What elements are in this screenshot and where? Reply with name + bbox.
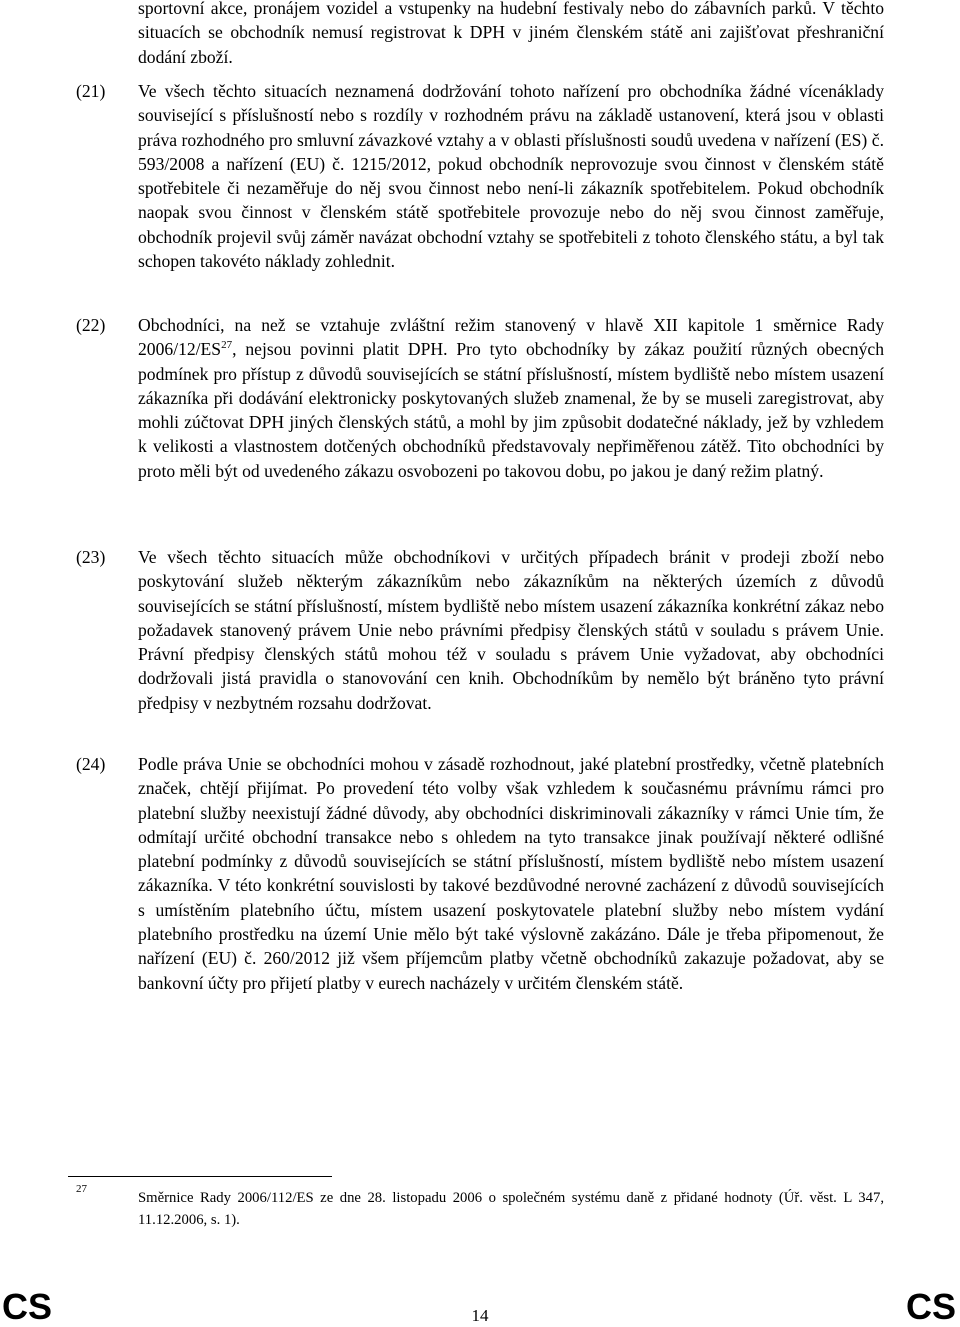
recital-number: (22) <box>76 315 106 335</box>
recital-text: Ve všech těchto situacích neznamená dodržování tohoto nařízení pro obchodníka žádné vícenáklady související s příslušností nebo s rozdíly v rozhodném právu na základě ustanovení, která jsou v oblasti práva rozhodného pro smluvní závazkové vztahy a v oblasti příslušnosti soudů uvedena v nařízení (ES) č. 593/2008 a nařízení (EU) č. 1215/2012, pokud obchodník neprovozuje svou činnost v členském státě spotřebitele či nezaměřuje do něj svou činnost nebo není-li zákazník spotřebitelem. Pokud obchodník naopak svou činnost v členském státě spotřebitele provozuje nebo do něj svou činnost zaměřuje, obchodník projevil svůj záměr navázat obchodní vztahy se spotřebiteli z tohoto členského státu, a byl tak schopen takovéto náklady zohlednit. <box>138 81 884 272</box>
recital-text-part: Obchodníci, na než se vztahuje zvláštní režim stanovený v hlavě XII kapitole 1 směrnice Rady 2006/12/ES <box>138 315 884 360</box>
recital-21 <box>76 79 884 273</box>
footnote-reference[interactable]: 27 <box>221 339 233 352</box>
continued-paragraph-text: sportovní akce, pronájem vozidel a vstupenky na hudební festivaly nebo do zábavních parků. V těchto situacích se obchodník nemusí registrovat k DPH v jiném členském státě ani zajišťovat přeshraniční dodání zboží. <box>138 0 884 67</box>
recital-22 <box>76 313 884 483</box>
recital-24 <box>76 752 884 995</box>
recital-text <box>138 313 884 483</box>
recital-23 <box>76 545 884 715</box>
language-code-left: CS <box>2 1286 53 1327</box>
recital-text-part: , nejsou povinni platit DPH. Pro tyto obchodníky by zákaz použití různých obecných podmínek pro přístup z důvodů souvisejících se státní příslušností, místem bydliště nebo místem usazení zákazníka při dodávání elektronicky poskytovaných služeb znamenal, že by se museli zaregistrovat, aby mohli zúčtovat DPH jiných členských států, a mohl by jim způsobit dodatečné náklady, jež by vzhledem k velikosti a vlastnostem dotčených obchodníků představovaly nepřiměřenou zátěž. Tito obchodníci by proto měli být od uvedeného zákazu osvobozeni po takovou dobu, po jakou je daný režim platný. <box>138 339 884 481</box>
footnote-text: Směrnice Rady 2006/112/ES ze dne 28. listopadu 2006 o společném systému daně z přidané hodnoty (Úř. věst. L 347, 11.12.2006, s. 1). <box>138 1190 884 1228</box>
recital-number: (24) <box>76 754 106 774</box>
recital-text: Podle práva Unie se obchodníci mohou v zásadě rozhodnout, jaké platební prostředky, včetně platebních značek, chtějí přijímat. Po provedení této volby však vzhledem k současnému právnímu rámci pro platební služby neexistují žádné důvody, aby obchodníci diskriminovali zákazníky v rámci Unie tím, že odmítají určité obchodní transakce nebo s ohledem na tyto transakce jinak používají některé odlišné platební podmínky z důvodů souvisejících se státní příslušností, místem bydliště nebo místem usazení zákazníka. V této konkrétní souvislosti by takové bezdůvodné nerovné zacházení z důvodů souvisejících s umístěním platebního účtu, místem usazení poskytovatele platební služby nebo místem vydání platebního prostředku na území Unie mělo být také výslovně zakázáno. Dále je třeba připomenout, že nařízení (EU) č. 260/2012 již všem příjemcům platby včetně obchodníků zakazuje požadovat, aby se bankovní účty pro přijetí platby v eurech nacházely v určitém členském státě. <box>138 754 884 993</box>
page-number: 14 <box>471 1306 489 1325</box>
recital-number: (21) <box>76 81 106 101</box>
footnote-number: 27 <box>76 1183 87 1195</box>
recital-text: Ve všech těchto situacích může obchodníkovi v určitých případech bránit v prodeji zboží nebo poskytování služeb některým zákazníkům nebo zákazníkům na některých územích z důvodů souvisejících se státní příslušností, místem bydliště nebo místem usazení zákazníka konkrétní zákaz nebo požadavek stanovený právem Unie nebo právními předpisy členských států v souladu s právem Unie. Právní předpisy členských států mohou též v souladu s právem Unie vyžadovat, aby obchodníci dodržovali jistá pravidla o stanovování cen knih. Obchodníkům by nemělo být bráněno tyto právní předpisy v nezbytném rozsahu dodržovat. <box>138 547 884 713</box>
recital-number: (23) <box>76 547 106 567</box>
footnote-separator <box>68 1176 332 1177</box>
language-code-right: CS <box>905 1286 956 1327</box>
